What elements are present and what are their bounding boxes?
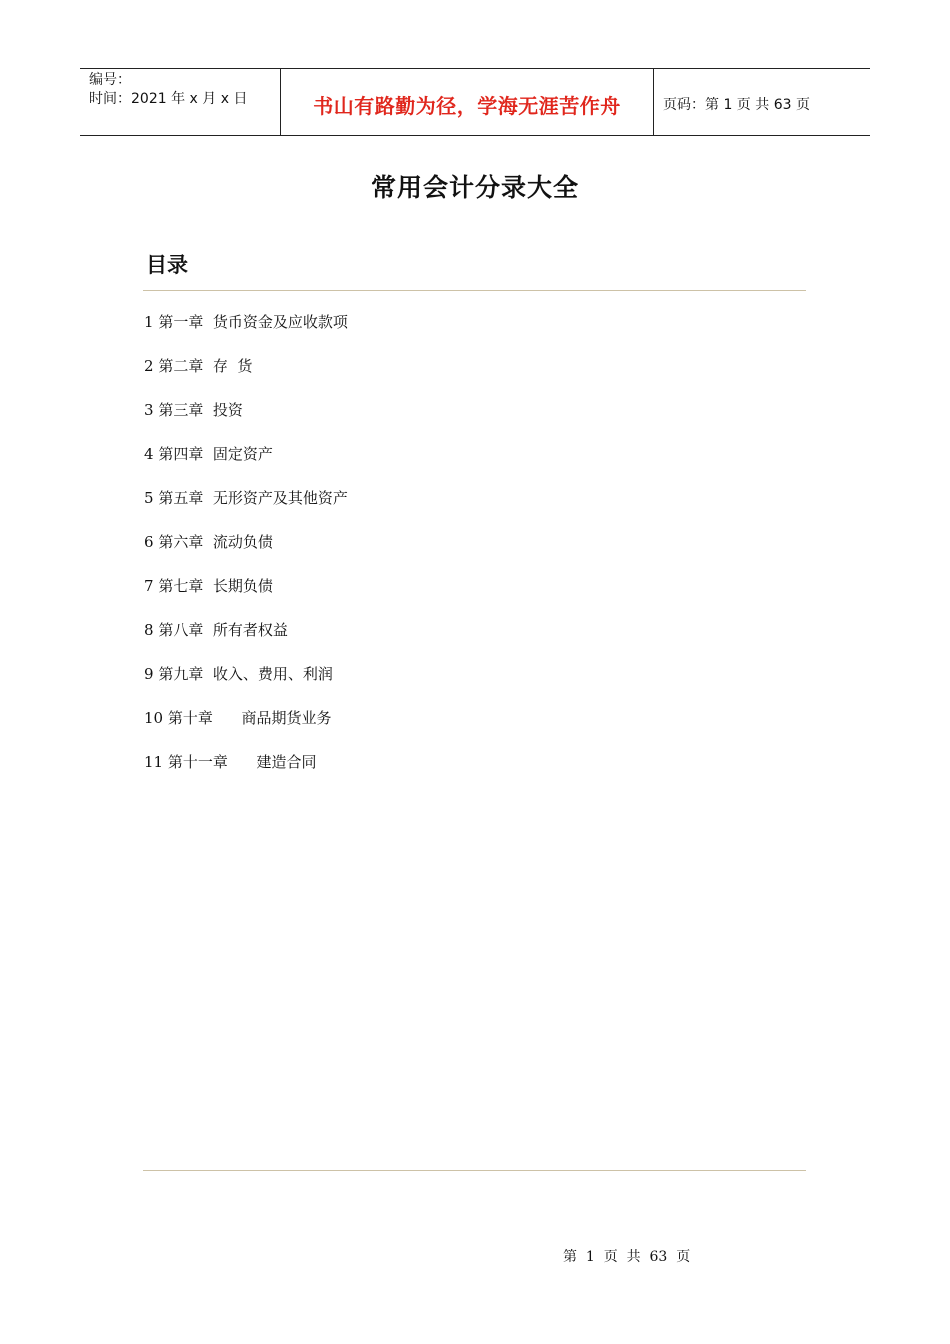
page-number-footer: 第 1 页 共 63 页 (563, 1249, 691, 1265)
toc-top-divider (143, 290, 806, 291)
toc-item-2[interactable]: 2 第二章 存 货 (144, 357, 253, 375)
toc-item-6[interactable]: 6 第六章 流动负债 (144, 533, 273, 551)
date-label: 时间：2021 年 x 月 x 日 (89, 91, 248, 107)
header-page-info: 页码：第 1 页 共 63 页 (663, 97, 810, 113)
toc-item-4[interactable]: 4 第四章 固定资产 (144, 445, 273, 463)
header-motto: 书山有路勤为径，学海无涯苦作舟 (313, 93, 621, 118)
footer-divider (143, 1170, 806, 1171)
toc-item-9[interactable]: 9 第九章 收入、费用、利润 (144, 665, 333, 683)
document-header (80, 68, 870, 136)
header-meta-cell (80, 69, 281, 135)
header-motto-cell (281, 69, 654, 135)
toc-list (144, 311, 348, 795)
document-title: 常用会计分录大全 (370, 173, 579, 202)
header-page-cell (654, 69, 870, 135)
toc-item-3[interactable]: 3 第三章 投资 (144, 401, 243, 419)
serial-number-label: 编号： (89, 72, 131, 88)
toc-item-1[interactable]: 1 第一章 货币资金及应收款项 (144, 313, 348, 331)
toc-heading: 目录 (146, 253, 188, 277)
toc-item-7[interactable]: 7 第七章 长期负债 (144, 577, 273, 595)
toc-item-11[interactable]: 11 第十一章 建造合同 (144, 753, 317, 771)
toc-item-10[interactable]: 10 第十章 商品期货业务 (144, 709, 332, 727)
toc-item-5[interactable]: 5 第五章 无形资产及其他资产 (144, 489, 348, 507)
toc-item-8[interactable]: 8 第八章 所有者权益 (144, 621, 288, 639)
